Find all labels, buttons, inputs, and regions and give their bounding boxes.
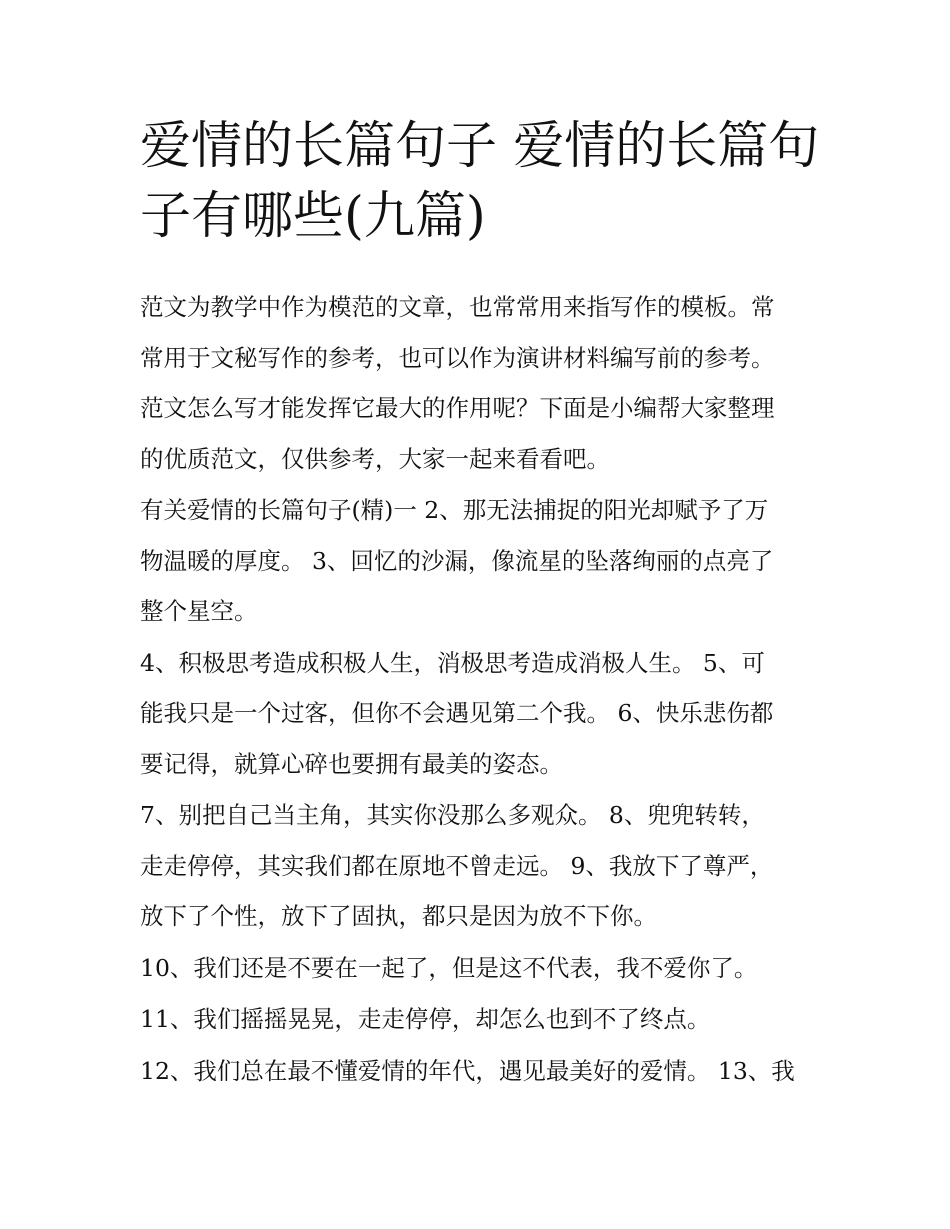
- paragraph-line: 4、积极思考造成积极人生，消极思考造成消极人生。 5、可: [140, 648, 765, 677]
- paragraph-5: [140, 943, 815, 994]
- paragraph-line: 的优质范文，仅供参考，大家一起来看看吧。: [140, 444, 610, 473]
- paragraph-line: 要记得，就算心碎也要拥有最美的姿态。: [140, 749, 563, 778]
- paragraph-line: 放下了个性，放下了固执，都只是因为放不下你。: [140, 902, 657, 930]
- paragraph-line: 11、我们摇摇晃晃，走走停停，却怎么也到不了终点。: [140, 1005, 711, 1033]
- title-line-1: 爱情的长篇句子 爱情的长篇句: [140, 117, 820, 176]
- paragraph-2: [140, 485, 815, 637]
- paragraph-6: [140, 994, 815, 1045]
- paragraph-line: 常用于文秘写作的参考，也可以作为演讲材料编写前的参考。: [140, 343, 775, 372]
- paragraph-line: 有关爱情的长篇句子(精)一 2、那无法捕捉的阳光却赋予了万: [140, 496, 769, 524]
- paragraph-intro: [140, 282, 815, 484]
- paragraph-7: [140, 1046, 815, 1097]
- paragraph-line: 范文为教学中作为模范的文章，也常常用来指写作的模板。常: [140, 293, 775, 321]
- paragraph-3: [140, 638, 815, 790]
- page-title: [140, 112, 830, 252]
- paragraph-line: 范文怎么写才能发挥它最大的作用呢？下面是小编帮大家整理: [140, 394, 775, 422]
- paragraph-line: 10、我们还是不要在一起了，但是这不代表，我不爱你了。: [140, 953, 758, 982]
- paragraph-line: 能我只是一个过客，但你不会遇见第二个我。 6、快乐悲伤都: [140, 699, 774, 727]
- paragraph-line: 物温暖的厚度。 3、回忆的沙漏，像流星的坠落绚丽的点亮了: [140, 546, 774, 575]
- title-line-2: 子有哪些(九篇): [140, 187, 486, 246]
- paragraph-line: 整个星空。: [140, 597, 258, 625]
- document-body: [140, 282, 815, 1097]
- paragraph-line: 7、别把自己当主角，其实你没那么多观众。 8、兜兜转转，: [140, 801, 765, 829]
- paragraph-4: [140, 790, 815, 942]
- paragraph-line: 12、我们总在最不懂爱情的年代，遇见最美好的爱情。 13、我: [140, 1056, 795, 1085]
- paragraph-line: 走走停停，其实我们都在原地不曾走远。 9、我放下了尊严，: [140, 851, 774, 880]
